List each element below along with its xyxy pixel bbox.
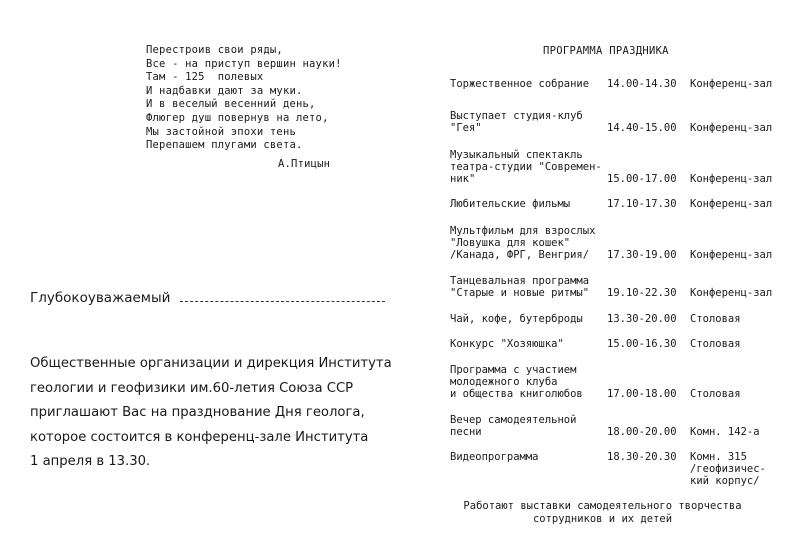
program-item-place: Конференц-зал bbox=[690, 287, 773, 299]
program-item-name: Конкурс "Хозяюшка" bbox=[450, 338, 564, 350]
invitation-line: которое состоится в конференц-зале Института bbox=[30, 429, 369, 445]
poem-line: Мы застойной эпохи тень bbox=[146, 125, 296, 138]
program-item-place: Комн. 142-а bbox=[690, 426, 760, 438]
invitation-line: Общественные организации и дирекция Института bbox=[30, 356, 392, 371]
poem bbox=[146, 44, 342, 171]
program-item-name: Торжественное собрание bbox=[450, 78, 590, 90]
poem-line: Там - 125 полевых bbox=[146, 71, 264, 84]
invitation-line: приглашают Вас на празднование Дня геолога, bbox=[30, 405, 365, 420]
poem-line: И надбавки дают за муки. bbox=[146, 84, 303, 97]
program-item-name: Видеопрограмма bbox=[450, 451, 539, 463]
program-item-time: 17.30-19.00 bbox=[607, 249, 677, 261]
footer-line: Работают выставки самодеятельного творчества bbox=[463, 500, 742, 512]
footer-note bbox=[450, 500, 755, 526]
poem-line: Все - на приступ вершин науки! bbox=[146, 57, 342, 70]
program-item-place: Столовая bbox=[690, 338, 741, 350]
program-item-place: Конференц-зал bbox=[690, 78, 773, 90]
program-item-place: Столовая bbox=[690, 313, 741, 325]
poem-line: И в веселый весенний день, bbox=[146, 98, 316, 111]
poem-line: Перестроив свои ряды, bbox=[146, 44, 283, 56]
program-item-name: Выступает студия-клуб "Гея" bbox=[450, 110, 583, 134]
invitation-line: 1 апреля в 13.30. bbox=[30, 454, 151, 469]
name-blank bbox=[180, 291, 385, 302]
greeting-line bbox=[30, 290, 385, 306]
poem-author: А.Птицын bbox=[278, 157, 331, 170]
program-item-place: Конференц-зал bbox=[690, 198, 773, 210]
program-item-name: Мультфильм для взрослых "Ловушка для кошек" /Канада, ФРГ, Венгрия/ bbox=[450, 225, 596, 261]
program-item-name: Танцевальная программа "Старые и новые ритмы" bbox=[450, 275, 590, 299]
greeting-text: Глубокоуважаемый bbox=[30, 290, 171, 306]
poem-line: Перепашем плугами света. bbox=[146, 139, 303, 152]
program-item-time: 18.30-20.30 bbox=[607, 451, 677, 463]
program-item-time: 15.00-17.00 bbox=[607, 173, 677, 185]
program-item-time: 18.00-20.00 bbox=[607, 426, 677, 438]
program-item-place: Конференц-зал bbox=[690, 249, 773, 261]
footer-line: сотрудников и их детей bbox=[532, 513, 673, 525]
program-item-time: 14.40-15.00 bbox=[607, 122, 677, 134]
program-item-place: Комн. 315 /геофизичес- кий корпус/ bbox=[690, 451, 766, 487]
program-item-name: Вечер самодеятельной песни bbox=[450, 414, 577, 438]
poem-line: Флюгер душ повернув на лето, bbox=[146, 111, 329, 124]
program-item-place: Конференц-зал bbox=[690, 122, 773, 134]
program-item-place: Конференц-зал bbox=[690, 173, 773, 185]
program-item-place: Столовая bbox=[690, 388, 741, 400]
invitation-text bbox=[30, 352, 420, 475]
program-item-time: 15.00-16.30 bbox=[607, 338, 677, 350]
program-title: ПРОГРАММА ПРАЗДНИКА bbox=[543, 45, 669, 57]
program-item-time: 17.00-18.00 bbox=[607, 388, 677, 400]
program-item-name: Музыкальный спектакль театра-студии "Современ- ник" bbox=[450, 149, 602, 185]
program-item-time: 14.00-14.30 bbox=[607, 78, 677, 90]
invitation-line: геологии и геофизики им.60-летия Союза ССР bbox=[30, 380, 354, 396]
program-item-name: Программа с участием молодежного клуба и общества книголюбов bbox=[450, 364, 583, 400]
program-item-time: 13.30-20.00 bbox=[607, 313, 677, 325]
program-item-time: 17.10-17.30 bbox=[607, 198, 677, 210]
program-item-name: Любительские фильмы bbox=[450, 198, 571, 210]
program-item-time: 19.10-22.30 bbox=[607, 287, 677, 299]
program-item-name: Чай, кофе, бутерброды bbox=[450, 313, 583, 325]
